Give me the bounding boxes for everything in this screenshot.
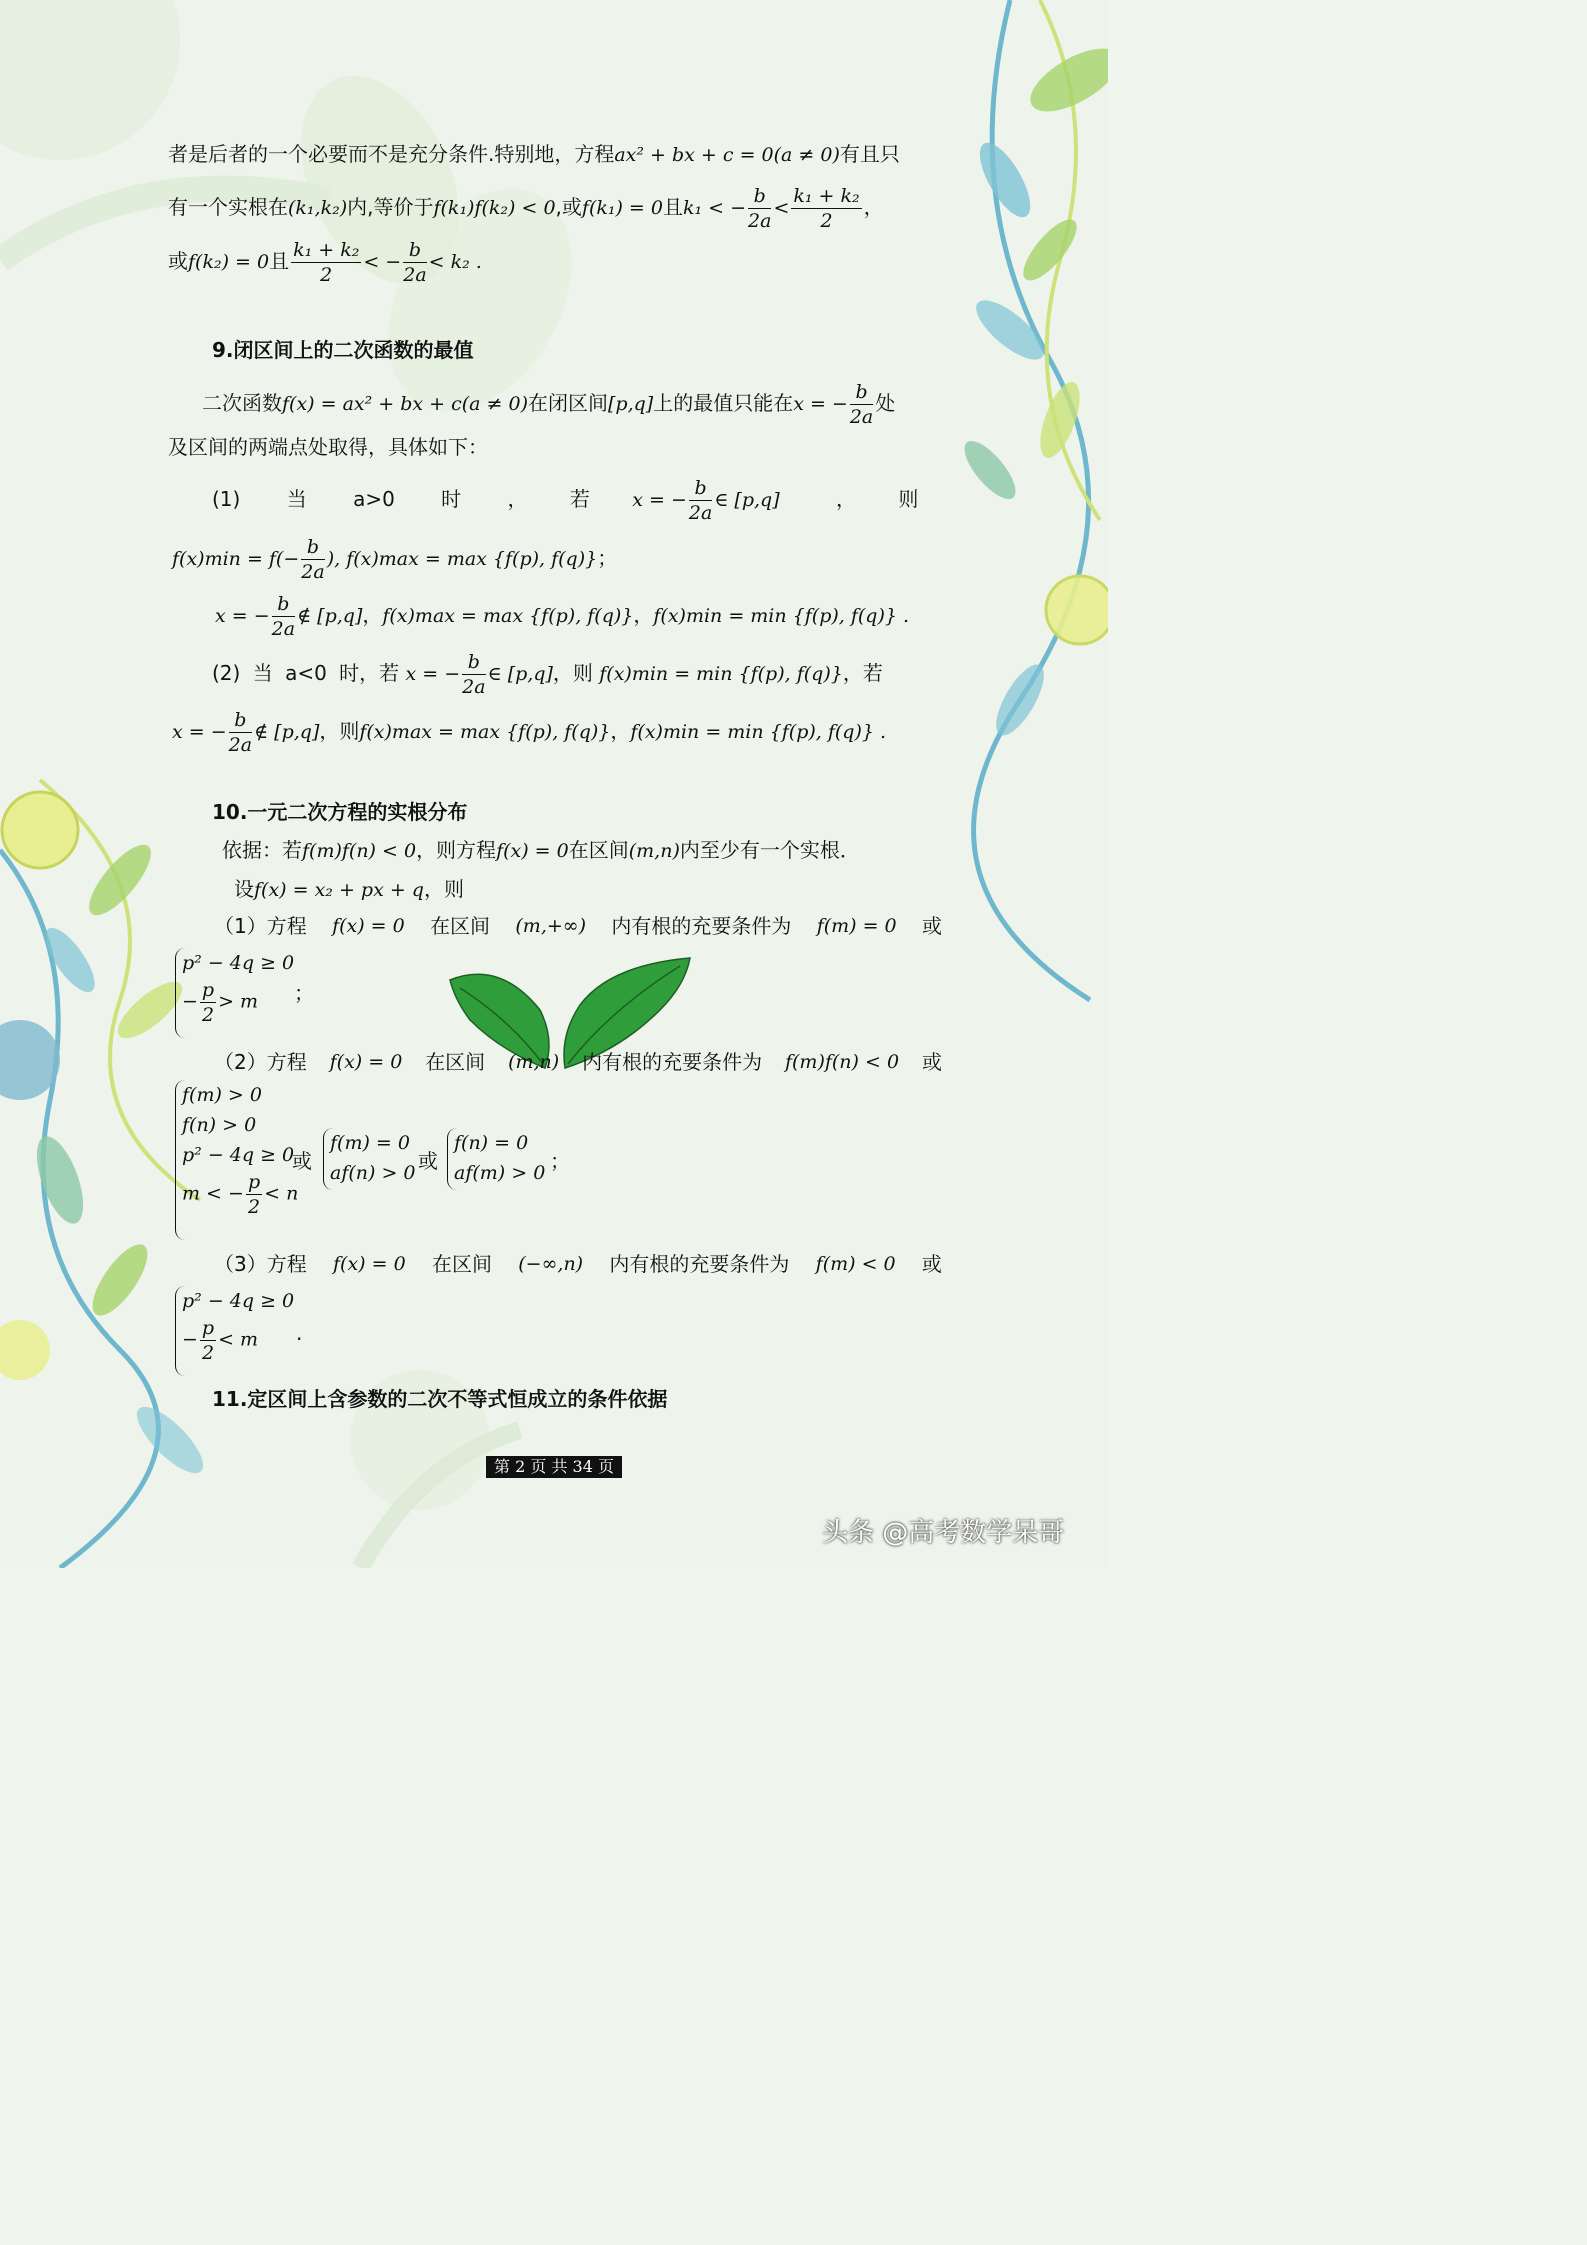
- equation: f(x) = 0: [332, 915, 405, 937]
- interval: (−∞,n): [518, 1253, 584, 1275]
- fraction-p-2: [200, 1316, 216, 1365]
- text: 在区间: [431, 1252, 492, 1276]
- condition: f(k₁)f(k₂) < 0: [433, 197, 556, 219]
- text: 有一个实根在: [168, 195, 288, 219]
- vertex: x = −: [793, 393, 848, 415]
- equation: f(x) = 0: [333, 1253, 406, 1275]
- interval: (m,+∞): [515, 915, 587, 937]
- system-row: p² − 4q ≥ 0: [182, 1290, 295, 1312]
- min-expression: f(x)min = min {f(p), f(q)} .: [653, 605, 910, 627]
- vertex: x = −: [172, 721, 227, 743]
- condition: f(m)f(n) < 0: [302, 840, 417, 862]
- denominator: 2: [320, 264, 333, 286]
- fraction-k-mid: [791, 184, 861, 233]
- text: ，: [835, 487, 856, 511]
- membership: ∉ [p,q]: [297, 605, 363, 627]
- vertex: x = −: [215, 605, 270, 627]
- text: 当: [252, 661, 273, 685]
- text: −: [182, 990, 198, 1013]
- numerator: b: [850, 380, 873, 405]
- text: 或: [168, 249, 188, 273]
- fraction-b-2a: [748, 184, 771, 233]
- min-expression: f(x)min = min {f(p), f(q)} .: [630, 721, 887, 743]
- text: 或: [921, 1050, 942, 1074]
- text: m < −: [182, 1182, 244, 1205]
- min-expression: f(x)min = min {f(p), f(q)}: [599, 663, 843, 685]
- text: 或: [921, 1252, 942, 1276]
- numerator: p: [201, 1317, 215, 1339]
- max-expression: f(x)max = max {f(p), f(q)}: [382, 605, 634, 627]
- fraction-b-2a: [462, 650, 485, 699]
- numerator: b: [403, 238, 426, 263]
- text: ，: [507, 487, 528, 511]
- system-row: [182, 1316, 294, 1365]
- denominator: 2: [820, 210, 833, 232]
- numerator: p: [247, 1171, 261, 1193]
- text: 时: [339, 661, 360, 685]
- text: ，: [359, 661, 380, 685]
- numerator: b: [229, 708, 252, 733]
- system-row: f(m) > 0: [182, 1084, 262, 1106]
- inequality: < −: [363, 251, 402, 273]
- text: 在区间: [425, 1050, 486, 1074]
- case-1-else: [215, 592, 909, 641]
- system-row: af(m) > 0: [454, 1162, 546, 1184]
- text: ，: [633, 603, 654, 627]
- condition: f(m)f(n) < 0: [784, 1051, 900, 1073]
- intro-line-3: [168, 238, 482, 287]
- denominator: 2: [247, 1196, 261, 1218]
- min-expression: f(x)min = f(−: [172, 548, 300, 570]
- text: ，则: [423, 877, 464, 901]
- item-label: （1）方程: [214, 914, 307, 938]
- text: 内有根的充要条件为: [611, 914, 792, 938]
- case-label: (2): [212, 661, 241, 685]
- text: 有且只: [839, 142, 900, 166]
- max-expression: ), f(x)max = max {f(p), f(q)}: [326, 548, 598, 570]
- fraction-b-2a: [403, 238, 426, 287]
- text: 设: [234, 877, 254, 901]
- text: ，: [863, 195, 884, 219]
- numerator: b: [301, 535, 324, 560]
- text: ，则: [552, 661, 593, 685]
- denominator: 2a: [403, 264, 427, 286]
- item-1-line: [214, 911, 942, 941]
- text: ，: [362, 603, 383, 627]
- denominator: 2a: [688, 502, 713, 524]
- equation: ax² + bx + c = 0(a ≠ 0): [614, 144, 840, 166]
- denominator: 2a: [849, 406, 874, 428]
- equation: f(x) = 0: [329, 1051, 403, 1073]
- condition: a>0: [353, 487, 395, 511]
- fraction-b-2a: [850, 380, 873, 429]
- text: 在区间: [430, 914, 491, 938]
- numerator: b: [748, 184, 771, 209]
- case-1-result: [172, 535, 617, 584]
- item-label: （2）方程: [214, 1050, 307, 1074]
- system-row: p² − 4q ≥ 0: [182, 952, 295, 974]
- text: 当: [286, 487, 307, 511]
- section-11-heading: 11.定区间上含参数的二次不等式恒成立的条件依据: [212, 1387, 668, 1411]
- item-2-or-3: 或: [418, 1149, 438, 1173]
- text: ，: [610, 719, 631, 743]
- text: ,或: [555, 195, 582, 219]
- system-row: p² − 4q ≥ 0: [182, 1144, 295, 1166]
- text: > m: [218, 990, 259, 1013]
- text: 若: [569, 487, 590, 511]
- denominator: 2a: [228, 734, 253, 756]
- system-row: [182, 978, 294, 1027]
- interval: (m,n): [508, 1051, 560, 1073]
- text: 内有根的充要条件为: [609, 1252, 790, 1276]
- numerator: b: [689, 476, 712, 501]
- denominator: 2a: [748, 210, 772, 232]
- text: 上的最值只能在: [653, 391, 794, 415]
- page-number: 第 2 页 共 34 页: [486, 1456, 622, 1478]
- item-3-line: [214, 1249, 942, 1279]
- denominator: 2a: [301, 561, 325, 583]
- vertex: x = −: [405, 663, 461, 685]
- item-2-or-2: 或: [292, 1149, 312, 1173]
- section-9-heading: 9.闭区间上的二次函数的最值: [212, 338, 474, 362]
- membership: ∈ [p,q]: [714, 489, 780, 511]
- text: 处: [875, 391, 896, 415]
- text: ，则方程: [416, 838, 497, 862]
- case-2-line: [212, 650, 883, 699]
- item-2-line: [214, 1047, 942, 1077]
- system-row: f(n) > 0: [182, 1114, 257, 1136]
- fraction-k-mid: [291, 238, 361, 287]
- text: 在区间: [568, 838, 629, 862]
- watermark: 头条 @高考数学呆哥: [822, 1518, 1065, 1548]
- vertex: x = −: [632, 489, 687, 511]
- text: 内,等价于: [347, 195, 434, 219]
- interval: [p,q]: [608, 393, 654, 415]
- section-10-basis: [222, 835, 860, 866]
- text: 时: [441, 487, 462, 511]
- numerator: b: [462, 650, 485, 675]
- numerator: p: [201, 979, 215, 1001]
- text: 依据：若: [222, 838, 302, 862]
- text: 或: [921, 914, 942, 938]
- document-page: [0, 0, 1108, 1568]
- fraction-b-2a: [272, 592, 295, 641]
- fraction-p-2: [200, 978, 216, 1027]
- system-item-3: [175, 1286, 294, 1376]
- numerator: k₁ + k₂: [793, 185, 860, 207]
- membership: ∈ [p,q]: [487, 663, 553, 685]
- system-row: [182, 1170, 298, 1219]
- system-row: f(n) = 0: [454, 1132, 529, 1154]
- inequality: < k₂ .: [428, 251, 482, 273]
- condition: f(m) = 0: [816, 915, 897, 937]
- system-item-2c: [447, 1128, 545, 1190]
- case-2-else: [172, 708, 886, 757]
- numerator: k₁ + k₂: [293, 239, 360, 261]
- text: 者是后者的一个必要而不是充分条件.特别地，方程: [168, 142, 615, 166]
- item-label: （3）方程: [214, 1252, 307, 1276]
- section-10-heading: 10.一元二次方程的实根分布: [212, 800, 468, 824]
- item-3-end: .: [296, 1321, 303, 1345]
- section-10-let: [234, 874, 464, 905]
- fraction-b-2a: [229, 708, 252, 757]
- text: 内至少有一个实根．: [679, 838, 860, 862]
- system-item-2a: [175, 1080, 298, 1240]
- system-row: af(n) > 0: [330, 1162, 416, 1184]
- denominator: 2a: [462, 676, 486, 698]
- denominator: 2: [201, 1004, 215, 1026]
- system-item-2b: [323, 1128, 416, 1190]
- inequality: k₁ < −: [682, 197, 747, 219]
- system-item-1: [175, 948, 294, 1038]
- item-2-end: ；: [550, 1149, 570, 1173]
- equation: f(x) = x₂ + px + q: [254, 879, 424, 901]
- interval: (m,n): [628, 840, 680, 862]
- fraction-p-2: [246, 1170, 262, 1219]
- text: < n: [264, 1182, 299, 1205]
- item-1-end: ；: [294, 981, 314, 1005]
- text: 且: [269, 249, 290, 273]
- text: ，则: [319, 719, 360, 743]
- text: 则: [898, 487, 919, 511]
- equation: f(x) = ax² + bx + c(a ≠ 0): [282, 393, 528, 415]
- condition: f(k₁) = 0: [581, 197, 663, 219]
- text: < m: [218, 1328, 259, 1351]
- case-label: (1): [212, 487, 241, 511]
- case-1-line: [212, 476, 942, 525]
- text: 在闭区间: [528, 391, 608, 415]
- condition: f(m) < 0: [815, 1253, 896, 1275]
- lt: <: [773, 197, 790, 219]
- text: ，若: [842, 661, 883, 685]
- condition: f(k₂) = 0: [188, 251, 270, 273]
- section-9-para-1: [202, 380, 895, 429]
- section-9-para-2: 及区间的两端点处取得，具体如下：: [168, 435, 488, 459]
- equation: f(x) = 0: [496, 840, 569, 862]
- text: 二次函数: [202, 391, 282, 415]
- condition: a<0: [285, 661, 327, 685]
- interval: (k₁,k₂): [288, 197, 348, 219]
- text: 内有根的充要条件为: [582, 1050, 763, 1074]
- text: 且: [662, 195, 683, 219]
- max-expression: f(x)max = max {f(p), f(q)}: [359, 721, 611, 743]
- numerator: b: [272, 592, 295, 617]
- membership: ∉ [p,q]: [254, 721, 320, 743]
- intro-line-1: [168, 139, 900, 170]
- denominator: 2a: [271, 618, 296, 640]
- denominator: 2: [201, 1342, 215, 1364]
- fraction-b-2a: [689, 476, 712, 525]
- text: −: [182, 1328, 198, 1351]
- text: ；: [597, 546, 618, 570]
- text: 若: [379, 661, 400, 685]
- fraction-b-2a: [301, 535, 324, 584]
- intro-line-2: [168, 184, 884, 233]
- system-row: f(m) = 0: [330, 1132, 410, 1154]
